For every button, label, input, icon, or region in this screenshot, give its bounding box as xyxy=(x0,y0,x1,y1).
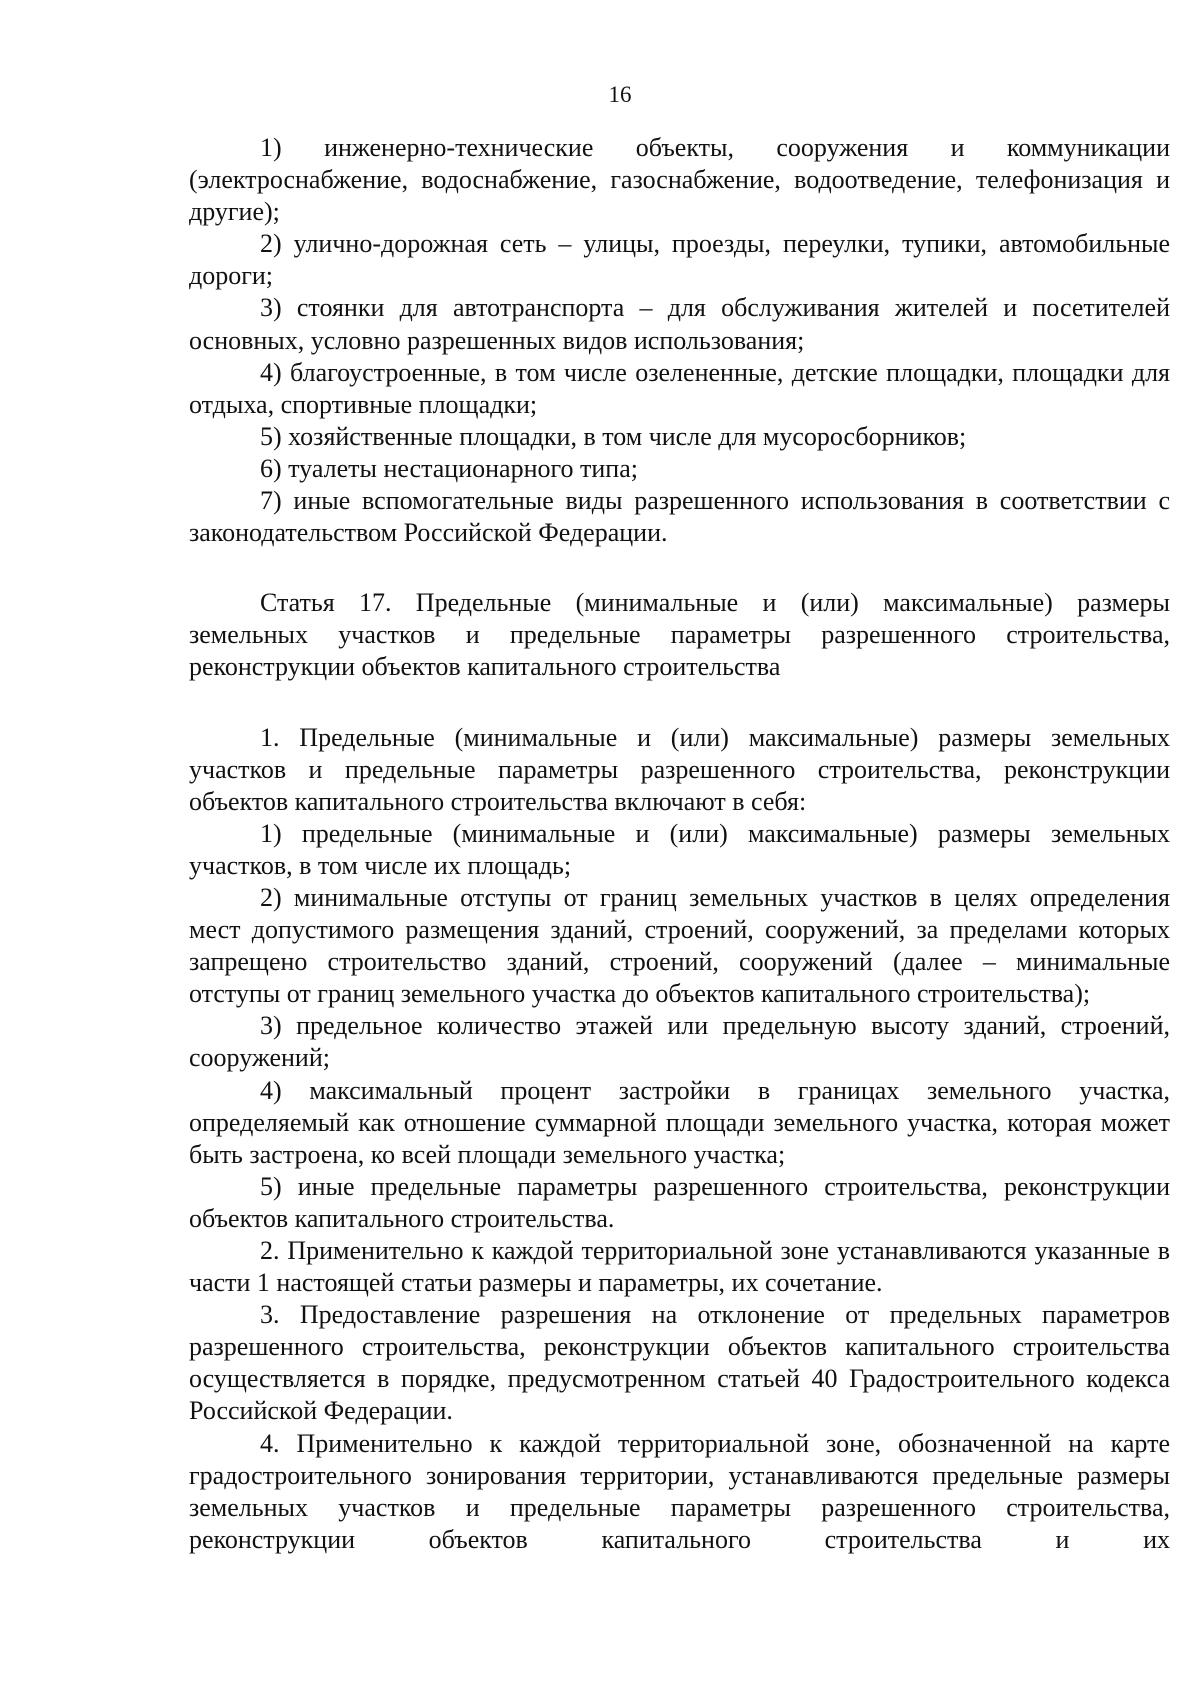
list-item: 1) инженерно-технические объекты, сооружения и коммуникации (электроснабжение, водоснабжение, газоснабжение, водоотведение, телефонизация и другие); xyxy=(189,133,1170,227)
page-number: 16 xyxy=(608,82,632,107)
list-item: 5) иные предельные параметры разрешенного строительства, реконструкции объектов капитального строительства. xyxy=(189,1171,1170,1233)
list-item: 3) предельное количество этажей или предельную высоту зданий, строений, сооружений; xyxy=(189,1011,1170,1073)
list-item: 3) стоянки для автотранспорта – для обслуживания жителей и посетителей основных, условно разрешенных видов использования; xyxy=(189,293,1170,355)
list-item: 2) улично-дорожная сеть – улицы, проезды, переулки, тупики, автомобильные дороги; xyxy=(189,229,1170,291)
list-item: 4) максимальный процент застройки в границах земельного участка, определяемый как отношение суммарной площади земельного участка, которая может быть застроена, ко всей площади земельного участка; xyxy=(189,1075,1170,1169)
paragraph-part-3: 3. Предоставление разрешения на отклонение от предельных параметров разрешенного строительства, реконструкции объектов капитального строительства осуществляется в порядке, предусмотренном статьей 40 Градостроительного кодекса Российской Федерации. xyxy=(189,1300,1170,1426)
list-item: 5) хозяйственные площадки, в том числе для мусоросборников; xyxy=(260,421,967,451)
document-body xyxy=(189,132,1170,1556)
list-item: 2) минимальные отступы от границ земельных участков в целях определения мест допустимого размещения зданий, строений, сооружений, за пределами которых запрещено строительство зданий, строений, сооружений (далее – минимальные отступы от границ земельного участка до объектов капитального строительства); xyxy=(189,882,1170,1009)
paragraph-part-4: 4. Применительно к каждой территориальной зоне, обозначенной на карте градостроительного зонирования территории, устанавливаются предельные размеры земельных участков и предельные параметры разрешенного строительства, реконструкции объектов капитального строительства и их xyxy=(189,1428,1170,1554)
article-heading: Статья 17. Предельные (минимальные и (или) максимальные) размеры земельных участков и предельные параметры разрешенного строительства, реконструкции объектов капитального строительства xyxy=(189,588,1170,682)
list-item: 7) иные вспомогательные виды разрешенного использования в соответствии с законодательством Российской Федерации. xyxy=(189,486,1170,548)
list-item: 1) предельные (минимальные и (или) максимальные) размеры земельных участков, в том числе их площадь; xyxy=(189,818,1170,880)
paragraph-part-1: 1. Предельные (минимальные и (или) максимальные) размеры земельных участков и предельные параметры разрешенного строительства, реконструкции объектов капитального строительства включают в себя: xyxy=(189,722,1170,816)
list-item: 6) туалеты нестационарного типа; xyxy=(260,453,638,483)
list-item: 4) благоустроенные, в том числе озелененные, детские площадки, площадки для отдыха, спортивные площадки; xyxy=(189,357,1170,419)
paragraph-part-2: 2. Применительно к каждой территориальной зоне устанавливаются указанные в части 1 настоящей статьи размеры и параметры, их сочетание. xyxy=(189,1236,1170,1298)
